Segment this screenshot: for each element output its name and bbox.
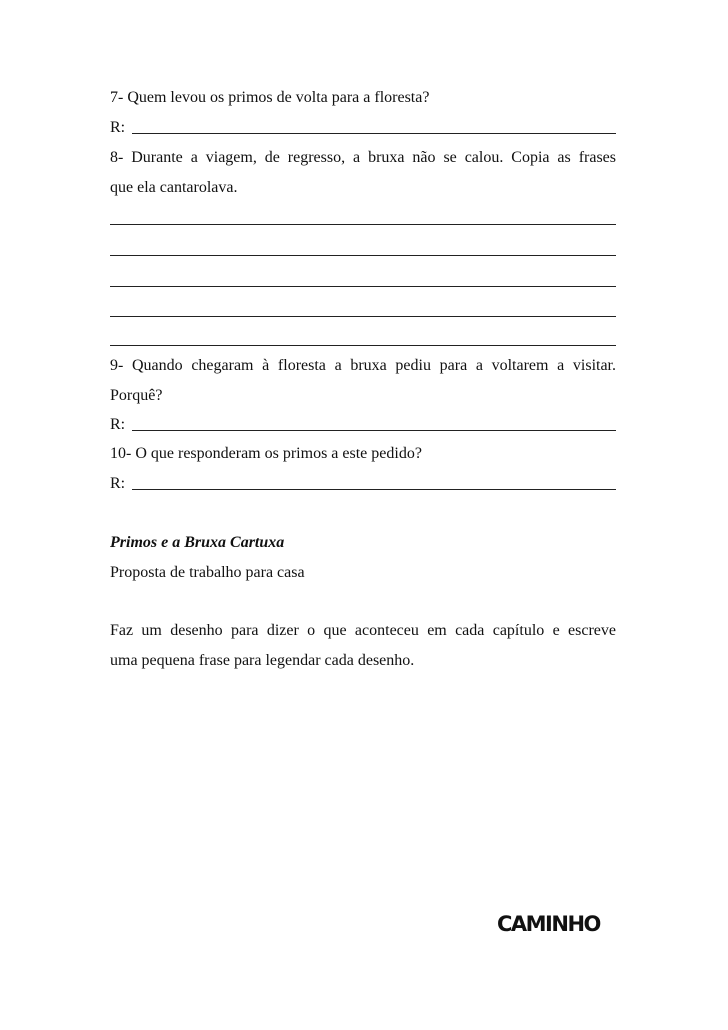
instruction-line-1: Faz um desenho para dizer o que aconteceu em cada capítulo e escreve: [110, 622, 616, 639]
answer-line-7: [110, 118, 616, 138]
question-8-line-2: que ela cantarolava.: [110, 179, 238, 196]
question-10: 10- O que responderam os primos a este pedido?: [110, 445, 422, 462]
answer-line-8-2: [110, 255, 616, 256]
answer-underline: [132, 430, 616, 431]
answer-prefix: R:: [110, 119, 126, 136]
question-9-line-2: Porquê?: [110, 387, 163, 404]
answer-prefix: R:: [110, 475, 126, 492]
answer-underline: [132, 489, 616, 490]
answer-line-8-1: [110, 224, 616, 225]
answer-line-8-3: [110, 286, 616, 287]
answer-line-9: [110, 415, 616, 435]
answer-line-8-5: [110, 345, 616, 346]
answer-line-10: [110, 474, 616, 494]
section-subtitle: Proposta de trabalho para casa: [110, 564, 305, 581]
publisher-logo: CAMINHO: [497, 912, 600, 936]
instruction-line-2: uma pequena frase para legendar cada desenho.: [110, 652, 415, 669]
question-8-line-1: 8- Durante a viagem, de regresso, a bruxa não se calou. Copia as frases: [110, 149, 616, 166]
question-7: 7- Quem levou os primos de volta para a floresta?: [110, 89, 430, 106]
answer-underline: [132, 133, 616, 134]
section-title: Primos e a Bruxa Cartuxa: [110, 534, 285, 551]
question-9-line-1: 9- Quando chegaram à floresta a bruxa pediu para a voltarem a visitar.: [110, 357, 616, 374]
answer-prefix: R:: [110, 416, 126, 433]
answer-line-8-4: [110, 316, 616, 317]
